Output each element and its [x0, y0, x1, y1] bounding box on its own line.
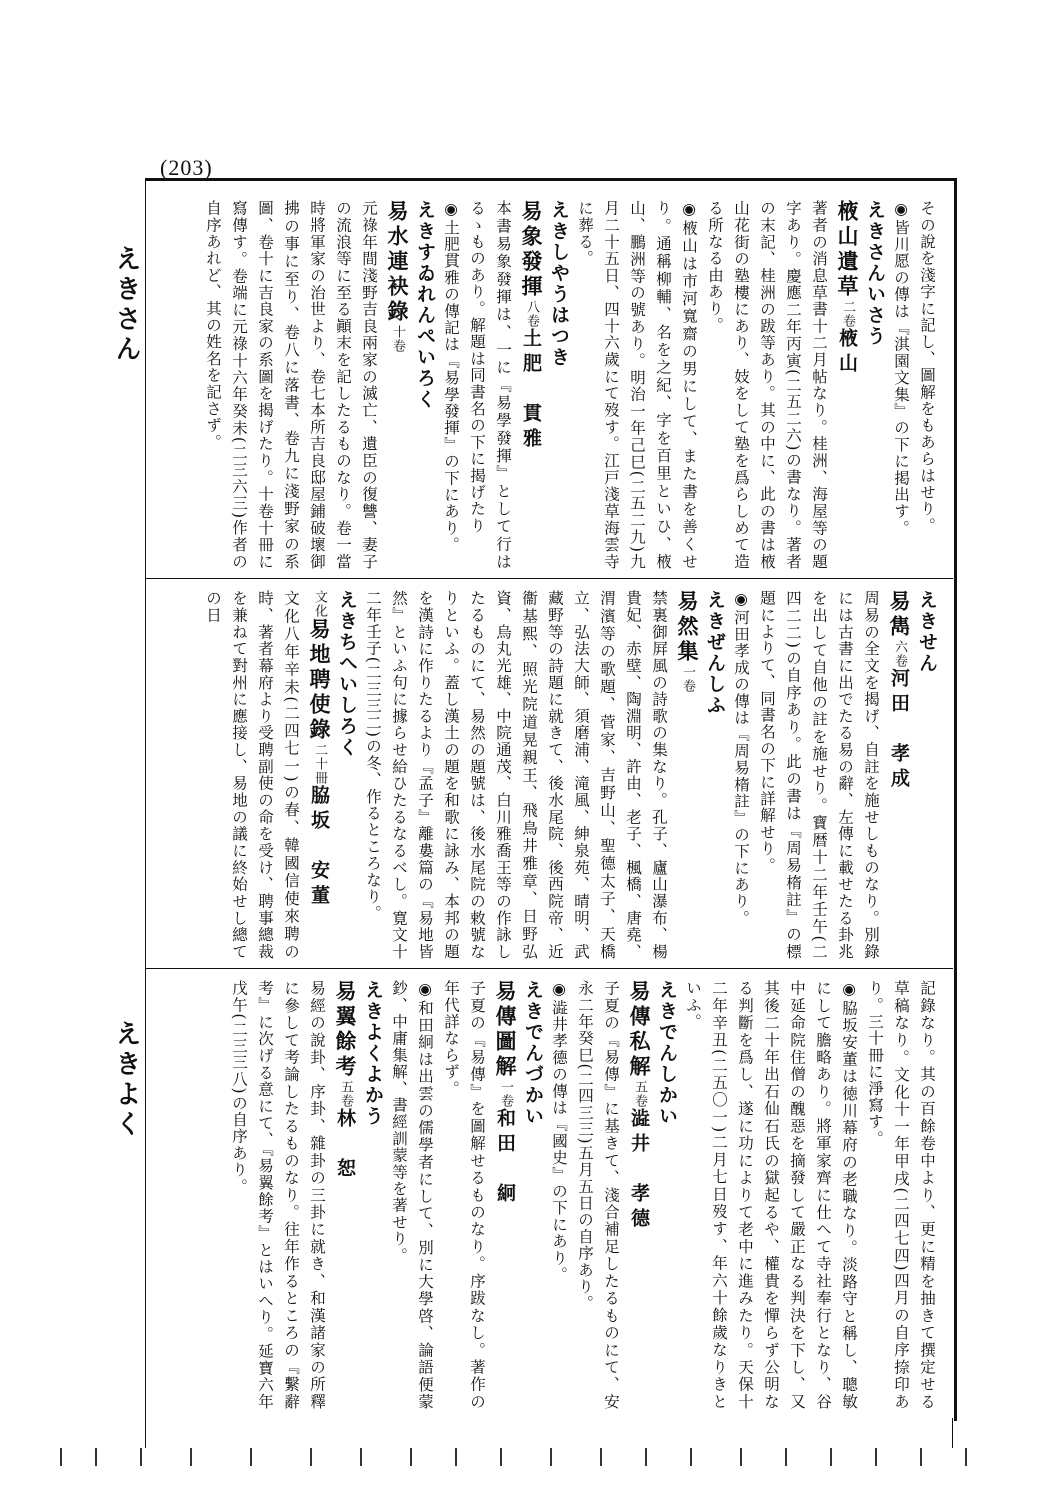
paragraph: その說を淺字に記し、圖解をもあらはせり。	[918, 200, 936, 534]
bottom-panel	[160, 980, 940, 1410]
paragraph: ◉澁井孝德の傳は『國史』の下にあり。	[550, 980, 568, 1284]
paragraph: 易經の說卦、序卦、雜卦の三卦に就き、和漢諸家の所釋に參して考論したるものなり。往年作るところの『繫辭考』に次げる意にて、『易翼餘考』とはいへり。延寶六年戊午(二三三八)の自序あり。	[230, 980, 326, 1410]
entry-continuation-top	[888, 200, 940, 570]
entry-ekichi-heishiroku	[200, 590, 360, 960]
entry-ekiden-shikai	[546, 980, 680, 1410]
entry-volumes: 十卷	[390, 325, 405, 353]
entry-heading: えきすゐれんぺいろく	[414, 200, 436, 410]
paragraph: ◉土肥貫雅の傳記は『易學發揮』の下にあり。	[442, 200, 460, 554]
entry-ekizen-shuu	[360, 590, 728, 960]
entry-author: 棭山	[836, 328, 858, 378]
entry-volumes: 一卷	[680, 665, 695, 693]
entry-heading: えきぜんしふ	[704, 590, 726, 716]
entry-volumes: 六卷	[892, 640, 907, 668]
entry-title-line	[304, 590, 334, 960]
entry-title-line	[832, 200, 862, 570]
entry-title-line	[382, 200, 412, 570]
page-number: (203)	[160, 155, 213, 180]
entry-title: 易然集	[675, 590, 700, 665]
entry-title: 易雋	[887, 590, 912, 640]
entry-author: 和田 絅	[494, 1108, 516, 1208]
paragraph: 記錄なり。其の百餘卷中より、更に精を抽きて撰定せる草稿なり。文化十一年甲戌(二四七四)四月の自序捺印あり。三十冊に淨寫す。	[866, 980, 936, 1410]
panel-divider-top	[145, 578, 953, 579]
entry-author: 土肥 貫雅	[520, 328, 542, 453]
panel-divider-bottom	[145, 968, 953, 969]
entry-heading: えきよくよかう	[362, 980, 384, 1127]
entry-volumes: 八卷	[524, 300, 539, 328]
entry-ekisui-renpeiroku	[200, 200, 438, 570]
paragraph: ◉皆川愿の傳は『淇園文集』の下に掲出す。	[892, 200, 910, 537]
entry-prefix: 文化	[312, 590, 327, 618]
entry-title: 易水連袂錄	[385, 200, 410, 325]
right-rule	[952, 1418, 953, 1448]
entry-title: 易象發揮	[519, 200, 544, 300]
entry-heading: えきでんしかい	[656, 980, 678, 1127]
side-label-ekiyoku: えきよく	[111, 1020, 141, 1140]
paragraph: 文化八年辛未(二四七一)の春、韓國信使來聘の時、著者幕府より受聘副使の命を受け、聘事總裁を兼ねて對州に應接し、易地の議に終始せし總ての日	[204, 590, 300, 960]
entry-author: 河田 孝成	[888, 668, 910, 793]
paragraph: ◉和田絅は出雲の儒學者にして、別に大學啓、論語便蒙鈔、中庸集解、書經訓蒙等を著せり。	[390, 980, 434, 1410]
entry-title: 棭山遺草	[835, 200, 860, 300]
entry-title-line	[490, 980, 520, 1410]
entry-ekisen	[728, 590, 940, 960]
entry-heading: えきちへいしろく	[336, 590, 358, 758]
entry-title: 易翼餘考	[333, 980, 358, 1080]
entry-ekisan-isou	[572, 200, 888, 570]
entry-ekishou-hakki	[438, 200, 572, 570]
entry-title-line	[884, 590, 914, 960]
paragraph: 禁裏御屛風の詩歌の集なり。孔子、廬山瀑布、楊貴妃、赤壁、陶淵明、許由、老子、楓橋、唐堯、渭濱等の歌題、菅家、吉野山、聖德太子、天橋立、弘法大師、須磨浦、滝風、紳泉苑、晴明、武藏野等の詩題に就きて、後水尾院、後西院帝、近衞基熙、照光院道晃親王、飛鳥井雅章、日野弘資、烏丸光雄、中院通茂、白川雅喬王等の作詠したるものにて、易然の題號は、後水尾院の敕號なりといふ。蓋し漢土の題を和歌に詠み、本邦の題を漢詩に作りたるより『孟子』離婁篇の『易地皆然』といふ句に據らせ給ひたるなるべし。寛文十二年壬子(二三三二)の冬、作るところなり。	[364, 590, 668, 960]
entry-title-line	[672, 590, 702, 960]
entry-author: 林 恕	[334, 1108, 356, 1183]
paragraph: ◉棭山は市河寬齋の男にして、また書を善くせり。通稱柳輔、名を之紀、字を百里といひ、棭山、鵬洲等の號あり。明治一年己巳(二五二九)九月二十五日、四十六歲にて歿す。江戸淺草海雲寺に葬る。	[576, 200, 698, 570]
paragraph: 著者の消息草書十二月帖なり。桂洲、海屋等の題字あり。慶應二年丙寅(二五二六)の書なり。著者の末記、桂洲の跋等あり。其の中に、此の書は棭山花街の塾樓にあり、妓をして塾を爲らしめて造る所なる由あり。	[706, 200, 828, 570]
entry-continuation-bottom	[680, 980, 940, 1410]
entry-title: 易地聘使錄	[307, 618, 332, 743]
scan-edge-marks	[60, 1448, 990, 1466]
entry-author: 脇坂 安董	[308, 785, 330, 910]
side-label-ekisan: えきさん	[111, 245, 141, 365]
paragraph: 子夏の『易傳』を圖解せるものなり。序跋なし。著作の年代詳ならず。	[442, 980, 486, 1410]
entry-volumes: 一卷	[498, 1080, 513, 1108]
left-rule	[145, 1418, 146, 1448]
entry-heading: えきさんいさう	[864, 200, 886, 347]
entry-title: 易傳圖解	[493, 980, 518, 1080]
entry-ekiyoku-yokou	[226, 980, 386, 1410]
entry-title: 易傳私解	[627, 980, 652, 1080]
entry-author: 澁井 孝德	[628, 1108, 650, 1233]
entry-volumes: 五卷	[338, 1080, 353, 1108]
entry-volumes: 二十冊	[312, 743, 327, 785]
entry-volumes: 二卷	[840, 300, 855, 328]
entry-title-line	[516, 200, 546, 570]
paragraph: 子夏の『易傳』に基きて、淺合補足したるものにて、安永二年癸巳(二四三三)五月五日の自序あり。	[576, 980, 620, 1410]
top-panel	[160, 200, 940, 570]
entry-heading: えきせん	[916, 590, 938, 674]
entry-heading: えきしやうはつき	[548, 200, 570, 368]
entry-heading: えきでんづかい	[522, 980, 544, 1127]
paragraph: 本書易象發揮は、一に『易學發揮』として行はるゝものあり。解題は同書名の下に揭げたり	[468, 200, 512, 570]
paragraph: 元祿年間淺野吉良兩家の滅亡、遺臣の復讐、妻子の流浪等に至る顚末を記したるものなり。卷一當時將軍家の治世より、卷七本所吉良邸屋鋪破壞御拂の事に至り、卷八に落書、卷九に淺野家の系圖、卷十に吉良家の系圖を揭げたり。十卷十冊に寫傳す。卷端に元祿十六年癸未(二三六三)作者の自序あれど、其の姓名を記さず。	[204, 200, 378, 570]
middle-panel	[160, 590, 940, 960]
entry-ekiden-zukai	[386, 980, 546, 1410]
entry-title-line	[330, 980, 360, 1410]
paragraph: ◉脇坂安董は徳川幕府の老職なり。淡路守と稱し、聰敏にして膽略あり。將軍家齊に仕へて寺社奉行となり、谷中延命院住僧の醜惡を摘發して嚴正なる判決を下し、又其後二十年出石仙石氏の獄起るや、權貴を憚らず公明なる判斷を爲し、遂に功によりて老中に進みたり。天保十二年辛丑(二五〇一)二月七日歿す、年六十餘歲なりきといふ。	[684, 980, 858, 1410]
entry-title-line	[624, 980, 654, 1410]
entry-volumes: 五卷	[632, 1080, 647, 1108]
paragraph: 周易の全文を揭げ、自註を施せしものなり。別錄には古書に出でたる易の辭、左傳に載せたる卦兆を出して自他の註を施せり。寶暦十二年壬午(二四二二)の自序あり。此の書は『周易楕註』の標題によりて、同書名の下に詳解せり。	[758, 590, 880, 960]
paragraph: ◉河田孝成の傳は『周易楕註』の下にあり。	[732, 590, 750, 927]
